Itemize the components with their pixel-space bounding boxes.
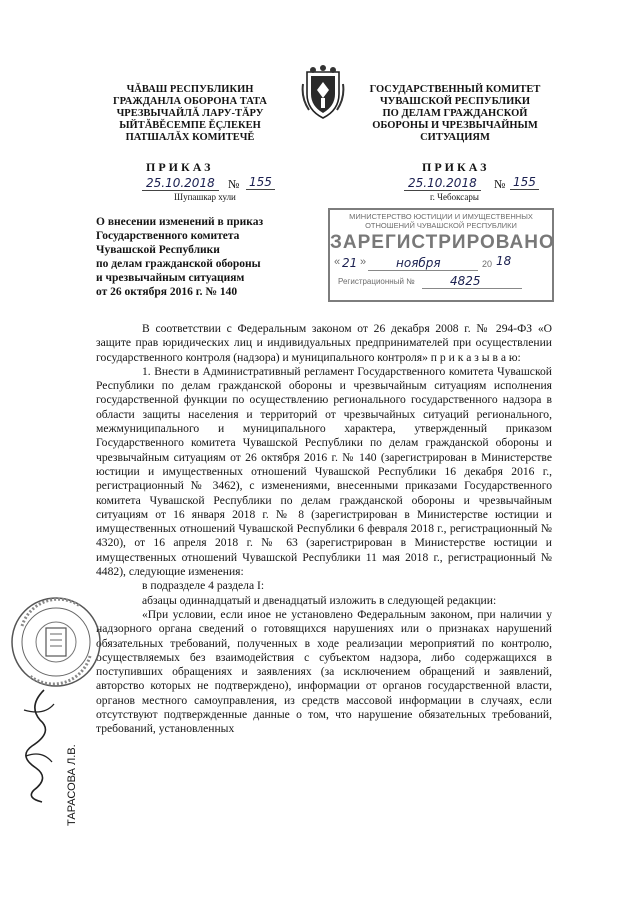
body-paragraph: абзацы одиннадцатый и двенадцатый изложить в следующей редакции: [142, 593, 497, 607]
body-paragraph: В соответствии с Федеральным законом от 26 декабря 2008 г. № 294-ФЗ «О защите прав юридических лиц и индивидуальных предпринимателей при осуществлении государственного контроля (надзора) и муниципального контроля» п р и к а з ы в а ю: [96, 322, 552, 364]
header-right-line: СИТУАЦИЯМ [420, 132, 490, 143]
stamp-head-line: МИНИСТЕРСТВО ЮСТИЦИИ И ИМУЩЕСТВЕННЫХ [349, 212, 533, 221]
body-paragraph: 1. Внести в Административный регламент Государственного комитета Чувашской Республики по делам гражданской обороны и чрезвычайным ситуациям исполнения государственной функции по осуществлению регионального государственного надзора в области защиты населения и территорий от чрезвычайных ситуаций регионального, межмуниципального и муниципального характера, утвержденный приказом Государственного комитета Чувашской Республики по делам гражданской обороны и чрезвычайным ситуациям от 26 октября 2016 г. № 140 (зарегистрирован в Министерстве юстиции и имущественных отношений Чувашской Республики 16 декабря 2016 г., регистрационный № 3462), с изменениями, внесенными приказами Государственного комитета Чувашской Республики по делам гражданской обороны и чрезвычайным ситуациям от 16 января 2018 г. № 8 (зарегистрирован в Министерстве юстиции и имущественных отношений Чувашской Республики 6 февраля 2018 г., регистрационный № 4320), от 16 апреля 2018 г. № 63 (зарегистрирован в Министерстве юстиции и имущественных отношений Чувашской Республики 11 мая 2018 г., регистрационный № 4482), следующие изменения: [96, 364, 552, 579]
order-right-label: ПРИКАЗ [422, 160, 490, 174]
order-left-place: Шупашкар хули [174, 192, 236, 202]
order-right-place: г. Чебоксары [430, 192, 479, 202]
coat-of-arms-emblem [301, 64, 345, 120]
signature [14, 686, 64, 806]
stamp-day: 21 [342, 256, 358, 270]
body-paragraph: в подразделе 4 раздела I: [142, 579, 265, 593]
stamp-reg-number: 4825 [450, 274, 481, 288]
title-line: Чувашской Республики [96, 244, 220, 256]
order-left-number-label: № [228, 177, 240, 191]
stamp-registered-word: ЗАРЕГИСТРИРОВАНО [330, 232, 555, 253]
header-right-line: ПО ДЕЛАМ ГРАЖДАНСКОЙ [382, 108, 528, 119]
title-line: от 26 октября 2016 г. № 140 [96, 286, 238, 298]
stamp-reg-label: Регистрационный № [338, 277, 415, 286]
header-left [100, 84, 280, 144]
stamp-month: ноября [396, 256, 441, 270]
title-line: О внесении изменений в приказ [96, 216, 264, 228]
header-left-line: ГРАЖДАНЛА ОБОРОНА ТАТА [112, 96, 268, 107]
order-left-label: ПРИКАЗ [146, 160, 214, 174]
side-name-vertical: ТАРАСОВА Л.В. [66, 744, 78, 826]
title-line: Государственного комитета [96, 230, 240, 242]
title-line: по делам гражданской обороны [96, 258, 261, 270]
header-left-line: ЧРЕЗВЫЧАЙЛĂ ЛАРУ-ТĂРУ [116, 108, 264, 119]
order-right-number: 155 [510, 175, 539, 190]
stamp-date-row: « 21 » ноября 20 18 [334, 254, 512, 270]
stamp-reg-row [330, 274, 552, 290]
order-right-number-label: № [494, 177, 506, 191]
header-right [360, 84, 550, 144]
title-line: и чрезвычайным ситуациям [96, 272, 245, 284]
body-paragraph: «При условии, если иное не установлено Федеральным законом, при наличии у надзорного органа сведений о готовящихся нарушениях или о признаках нарушений обязательных требований, полученных в ходе реализации мероприятий по контролю, осуществляемых без взаимодействия с субъектом надзора, либо содержащихся в поступивших обращениях и заявлениях (за исключением обращений и заявлений, авторство которых не подтверждено), информации от органов государственной власти, органов местного самоуправления, из средств массовой информации в случаях, если отсутствуют подтвержденные данные о том, что нарушение обязательных требований, требований, установленных [96, 607, 552, 736]
document-title [96, 215, 336, 299]
order-left-number: 155 [246, 175, 275, 190]
stamp-year-suffix: 18 [496, 254, 512, 268]
stamp-head-line: ОТНОШЕНИЙ ЧУВАШСКОЙ РЕСПУБЛИКИ [365, 221, 517, 230]
header-right-line: ОБОРОНЫ И ЧРЕЗВЫЧАЙНЫМ [372, 120, 538, 131]
header-left-line: ЫЙТĂВĔСЕМПЕ ĔÇЛЕКЕН [119, 120, 261, 131]
order-right-date: 25.10.2018 [404, 176, 481, 191]
document-body [96, 322, 552, 737]
header-left-line: ЧĂВАШ РЕСПУБЛИКИН [126, 84, 254, 95]
order-left-date: 25.10.2018 [142, 176, 219, 191]
header-right-line: ЧУВАШСКОЙ РЕСПУБЛИКИ [379, 96, 531, 107]
registration-stamp [328, 208, 554, 302]
header-left-line: ПАТШАЛĂХ КОМИТЕЧĔ [125, 132, 255, 143]
round-seal [10, 596, 102, 688]
header-right-line: ГОСУДАРСТВЕННЫЙ КОМИТЕТ [369, 84, 541, 95]
stamp-year-prefix: 20 [482, 259, 493, 269]
